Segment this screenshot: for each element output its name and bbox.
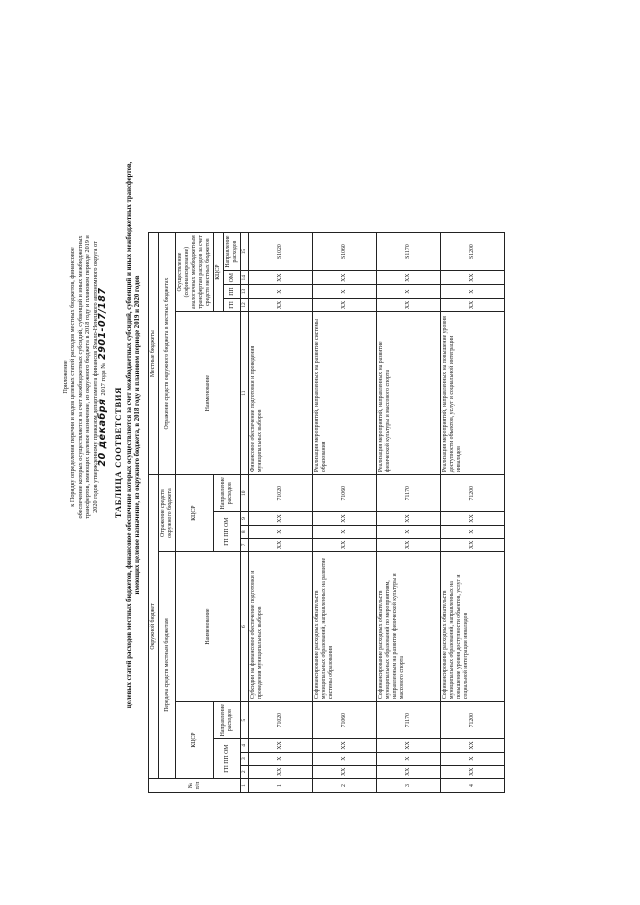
cell-om: XX [441,739,505,752]
handwritten-number: 2901-07/187 [97,287,109,360]
cell-pp: X [249,285,313,298]
cell-gp: XX [313,538,377,551]
header-okrug-budget: Окружной бюджет [149,475,159,779]
table-row [249,233,313,793]
document-title: ТАБЛИЦА СООТВЕТСТВИЯ [114,386,123,519]
column-number: 5 [241,702,249,739]
cell-om: XX [249,512,313,525]
column-number: 6 [241,552,249,702]
cell-gp: XX [249,538,313,551]
table-row [377,233,441,793]
cell-direction: 71200 [441,702,505,739]
cell-gp: XX [377,765,441,778]
column-number: 14 [241,271,249,285]
appendix-text-line: трансфертов, имеющих целевое назначение, из окружного бюджета в 2018 году и плановом периоде 2019 и [84,235,92,519]
column-number: 13 [241,285,249,298]
cell-direction: 71020 [249,475,313,512]
cell-name: Реализация мероприятий, направленных на развитие системы образования [313,312,377,475]
document-subtitle [126,115,143,755]
cell-direction: 71060 [313,475,377,512]
column-number-row [241,233,249,793]
cell-pp: X [313,285,377,298]
cell-pp: X [441,752,505,765]
cell-direction: 71060 [313,702,377,739]
cell-om: XX [249,739,313,752]
header-gp-pp-om-spacer [214,739,241,779]
header-pp: ПП [224,285,241,298]
appendix-note [62,212,107,542]
header-om: ОМ [223,517,230,527]
cell-pp: X [377,525,441,538]
header-local-budgets: Местные бюджеты [149,233,159,475]
cell-om: XX [441,271,505,285]
cell-om: XX [377,512,441,525]
cell-direction: 71200 [441,475,505,512]
header-row [159,233,176,793]
cell-pp: X [441,525,505,538]
column-number: 15 [241,233,249,271]
cell-pp: X [313,525,377,538]
header-kcsr: КЦСР [176,475,214,552]
header-gp-pp-om [214,512,241,552]
table-row [441,233,505,793]
cell-direction: 71170 [377,702,441,739]
cell-direction: 71170 [377,475,441,512]
column-number: 3 [241,752,249,765]
column-number: 10 [241,475,249,512]
cell-direction: S1020 [249,233,313,271]
header-transfer: Передача средств местным бюджетам [159,552,176,779]
header-direction: Направление расходов [214,475,241,512]
cell-direction: S1170 [377,233,441,271]
cell-pp: X [441,285,505,298]
cell-om: XX [377,739,441,752]
column-number: 4 [241,739,249,752]
header-local-reflection: Отражение средств окружного бюджета в местных бюджетах [159,233,176,475]
cell-gp: XX [441,765,505,778]
appendix-text-line: к Порядку определения перечня и кодов целевых статей расходов местных бюджетов, финансовое [69,247,77,507]
header-num: № п/п [149,779,241,793]
subtitle-line: имеющих целевое назначение, из окружного бюджета, в 2018 году и плановом периоде 2019 и 2020 годов [134,275,142,595]
header-pp: ПП [223,755,230,764]
header-pp: ПП [223,528,230,537]
column-number: 7 [241,538,249,551]
cell-name: Финансовое обеспечение подготовки и проведения муниципальных выборов [249,312,313,475]
appendix-text-line: 2020 годов утвержденному приказом департамента финансов Ямало-Ненецкого автономного округа от [91,241,99,513]
appendix-text-line: обеспечение которых осуществляется за счет межбюджетных субсидий, субвенций и иных межбюджетных [76,235,84,519]
cell-gp: XX [441,538,505,551]
cell-gp: XX [313,298,377,311]
cell-pp: X [313,752,377,765]
correspondence-table [148,232,505,793]
row-number: 2 [313,779,377,793]
row-number: 1 [249,779,313,793]
cell-pp: X [377,285,441,298]
row-number: 4 [441,779,505,793]
cell-gp: XX [441,298,505,311]
header-om: ОМ [224,271,241,285]
cell-gp: XX [377,298,441,311]
cell-pp: X [249,752,313,765]
cell-name: Субсидии на финансовое обеспечение подготовки и проведения муниципальных выборов [249,552,313,702]
cell-pp: X [249,525,313,538]
cell-name: Софинансирование расходных обязательств муниципальных образований по мероприятиям, направленным на развитие физической культуры и массового спорта [377,552,441,702]
column-number: 11 [241,312,249,475]
cell-name: Софинансирование расходных обязательств муниципальных образований, направленных на повышение уровня доступности объектов, услуг и социальной интеграции инвалидов [441,552,505,702]
header-name: Наименование [176,552,241,702]
column-number: 2 [241,765,249,778]
cell-name: Софинансирование расходных обязательств муниципальных образований, направленных на развитие системы образования [313,552,377,702]
cell-gp: XX [377,538,441,551]
header-gp: ГП [223,538,230,546]
cell-name: Реализация мероприятий, направленных на развитие физической культуры и массового спорта [377,312,441,475]
cell-gp: XX [313,765,377,778]
cell-om: XX [441,512,505,525]
header-direction: Направление расходов [214,702,241,739]
cell-name: Реализация мероприятий, направленных на повышение уровня доступности объектов, услуг и социальной интеграции инвалидов [441,312,505,475]
cell-direction: 71020 [249,702,313,739]
cell-gp: XX [249,298,313,311]
header-gp: ГП [224,298,241,311]
handwritten-date: 20 декабря [97,398,109,467]
column-number: 1 [241,779,249,793]
cell-om: XX [377,271,441,285]
cell-direction: S1060 [313,233,377,271]
cell-om: XX [313,739,377,752]
cell-om: XX [313,512,377,525]
appendix-heading: Приложение [62,360,69,394]
header-kcsr: КЦСР [176,702,214,779]
row-number: 3 [377,779,441,793]
header-reflection: Отражение средств окружного бюджета [159,475,176,552]
cell-pp: X [377,752,441,765]
appendix-year: 2017 года № [100,362,108,396]
appendix-date-line [99,212,107,542]
header-om: ОМ [223,744,230,754]
header-kcsr: КЦСР [214,233,224,312]
subtitle-line: целевых статей расходов местных бюджетов, финансовое обеспечение которых осуществляется за счет межбюджетных субсидий, субвенций и иных межбюджетных трансфертов, [126,161,133,709]
header-name: Наименование [176,312,241,475]
cell-om: XX [249,271,313,285]
column-number: 12 [241,298,249,311]
column-number: 8 [241,525,249,538]
header-gp: ГП [223,765,230,773]
column-number: 9 [241,512,249,525]
table-row [313,233,377,793]
cell-gp: XX [249,765,313,778]
header-row [176,233,214,793]
header-row [149,233,159,793]
header-direction: Направление расходов [224,233,241,271]
cell-direction: S1200 [441,233,505,271]
cell-om: XX [313,271,377,285]
header-cofinance: Осуществление (софинансирование) аналогичных межбюджетным трансфертам расходов за счет средств местных бюджетов [176,233,214,312]
